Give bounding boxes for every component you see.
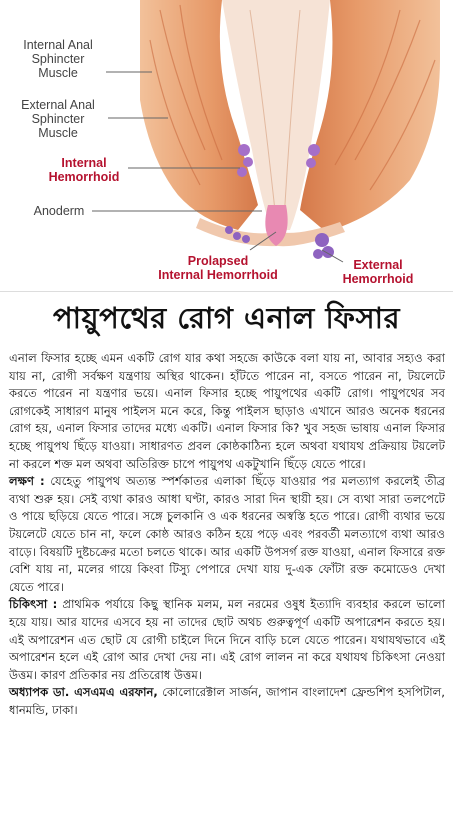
treatment-text: প্রাথমিক পর্যায়ে কিছু স্থানিক মলম, মল নরমের ওষুধ ইত্যাদি ব্যবহার করলে ভালো হয়ে যায়। আর যাদের এসবে হয় না তাদের ছোট অথচ গুরুত্বপূর্ণ একটি অপারেশন করতে হয়। এই অপারেশন এত ছোট যে রোগী চাইলে দিনে দিনে বাড়ি চলে যেতে পারেন। যথাযথভাবে এই অপারেশন হলে এই রোগ আর দেখা দেয় না। এই রোগ লালন না করে যথাযথ চিকিৎসা নেওয়া উত্তম। কারণ প্রতিকার নয় প্রতিরোধ উত্তম। — [9, 597, 445, 682]
label-prolapsed-internal-hemorrhoid: Prolapsed Internal Hemorrhoid — [158, 254, 278, 282]
label-anoderm: Anoderm — [33, 204, 85, 218]
symptoms-text: যেহেতু পায়ুপথ অত্যন্ত স্পর্শকাতর এলাকা ছিঁড়ে যাওয়ার পর মলত্যাগ করলেই তীব্র ব্যথা শুরু হয়। সেই ব্যথা কারও আধা ঘণ্টা, কারও সারা দিন স্থায়ী হয়। সে ব্যথা সারা তলপেটে ও পায়ে ছড়িয়ে যেতে পারে। সঙ্গে চুলকানি ও এক ধরনের অস্বস্তি হতে পারে। রোগী ব্যথার ভয়ে টয়লেটে যেতে চান না, ফলে কোষ্ঠ আরও কঠিন হয়ে পড়ে এবং পরবর্তী মলত্যাগে ব্যথা আরও বাড়ে। বিষয়টি দুষ্টচক্রের মতো চলতে থাকে। আর একটি উপসর্গ রক্ত যাওয়া, এনাল ফিসারে রক্ত বেশি যায় না, মলের গায়ে কিংবা টিস্যু পেপারে দেখা যায় দু-এক ফোঁটা রক্ত কমোডেও দেখা যেতে পারে। — [9, 474, 446, 594]
label-external-hemorrhoid: External Hemorrhoid — [342, 258, 414, 286]
treatment-heading: চিকিৎসা : — [9, 597, 58, 612]
figure-divider — [0, 291, 453, 292]
label-external-anal-sphincter: External Anal Sphincter Muscle — [21, 98, 95, 140]
article-body — [9, 350, 445, 719]
label-internal-hemorrhoid: Internal Hemorrhoid — [48, 156, 120, 184]
treatment-paragraph — [9, 596, 445, 684]
anatomy-illustration — [0, 0, 453, 292]
article-title: পায়ুপথের রোগ এনাল ফিসার — [52, 301, 401, 335]
symptoms-paragraph — [9, 473, 445, 596]
author-name: অধ্যাপক ডা. এসএমএ এরফান, — [9, 685, 158, 700]
author-paragraph — [9, 684, 445, 719]
intro-paragraph: এনাল ফিসার হচ্ছে এমন একটি রোগ যার কথা সহজে কাউকে বলা যায় না, আবার সহ্যও করা যায় না, রোগী সর্বক্ষণ যন্ত্রণায় অস্থির থাকেন। হাঁটতে পারেন না, বসতে পারেন না, টয়লেটে করতে পারেন না যন্ত্রণার ভয়ে। এনাল ফিসার হচ্ছে পায়ুপথের একটি রোগ। পায়ুপথের সব রোগকেই সাধারণ মানুষ পাইলস মনে করে, কিন্তু পাইলস ছাড়াও এখানে আরও অনেক ধরনের রোগ হয়, এনাল ফিসার তাদের মধ্যে একটি। এনাল ফিসার কি? খুব সহজ ভাষায় এনাল ফিসার হচ্ছে পায়ুপথ ছিঁড়ে যাওয়া। সাধারণত প্রবল কোষ্ঠকাঠিন্য হলে অথবা যথাযথ প্রক্রিয়ায় টয়লেট না করলে শক্ত মল অথবা অতিরিক্ত চাপে পায়ুপথ একটুখানি ছিঁড়ে যেতে পারে। — [9, 351, 445, 471]
label-internal-anal-sphincter: Internal Anal Sphincter Muscle — [23, 38, 93, 80]
symptoms-heading: লক্ষণ : — [9, 474, 45, 489]
author-affiliation: কোলোরেক্টাল সার্জন, জাপান বাংলাদেশ ফ্রেন্ডশিপ হসপিটাল, ধানমন্ডি, ঢাকা। — [9, 685, 445, 717]
